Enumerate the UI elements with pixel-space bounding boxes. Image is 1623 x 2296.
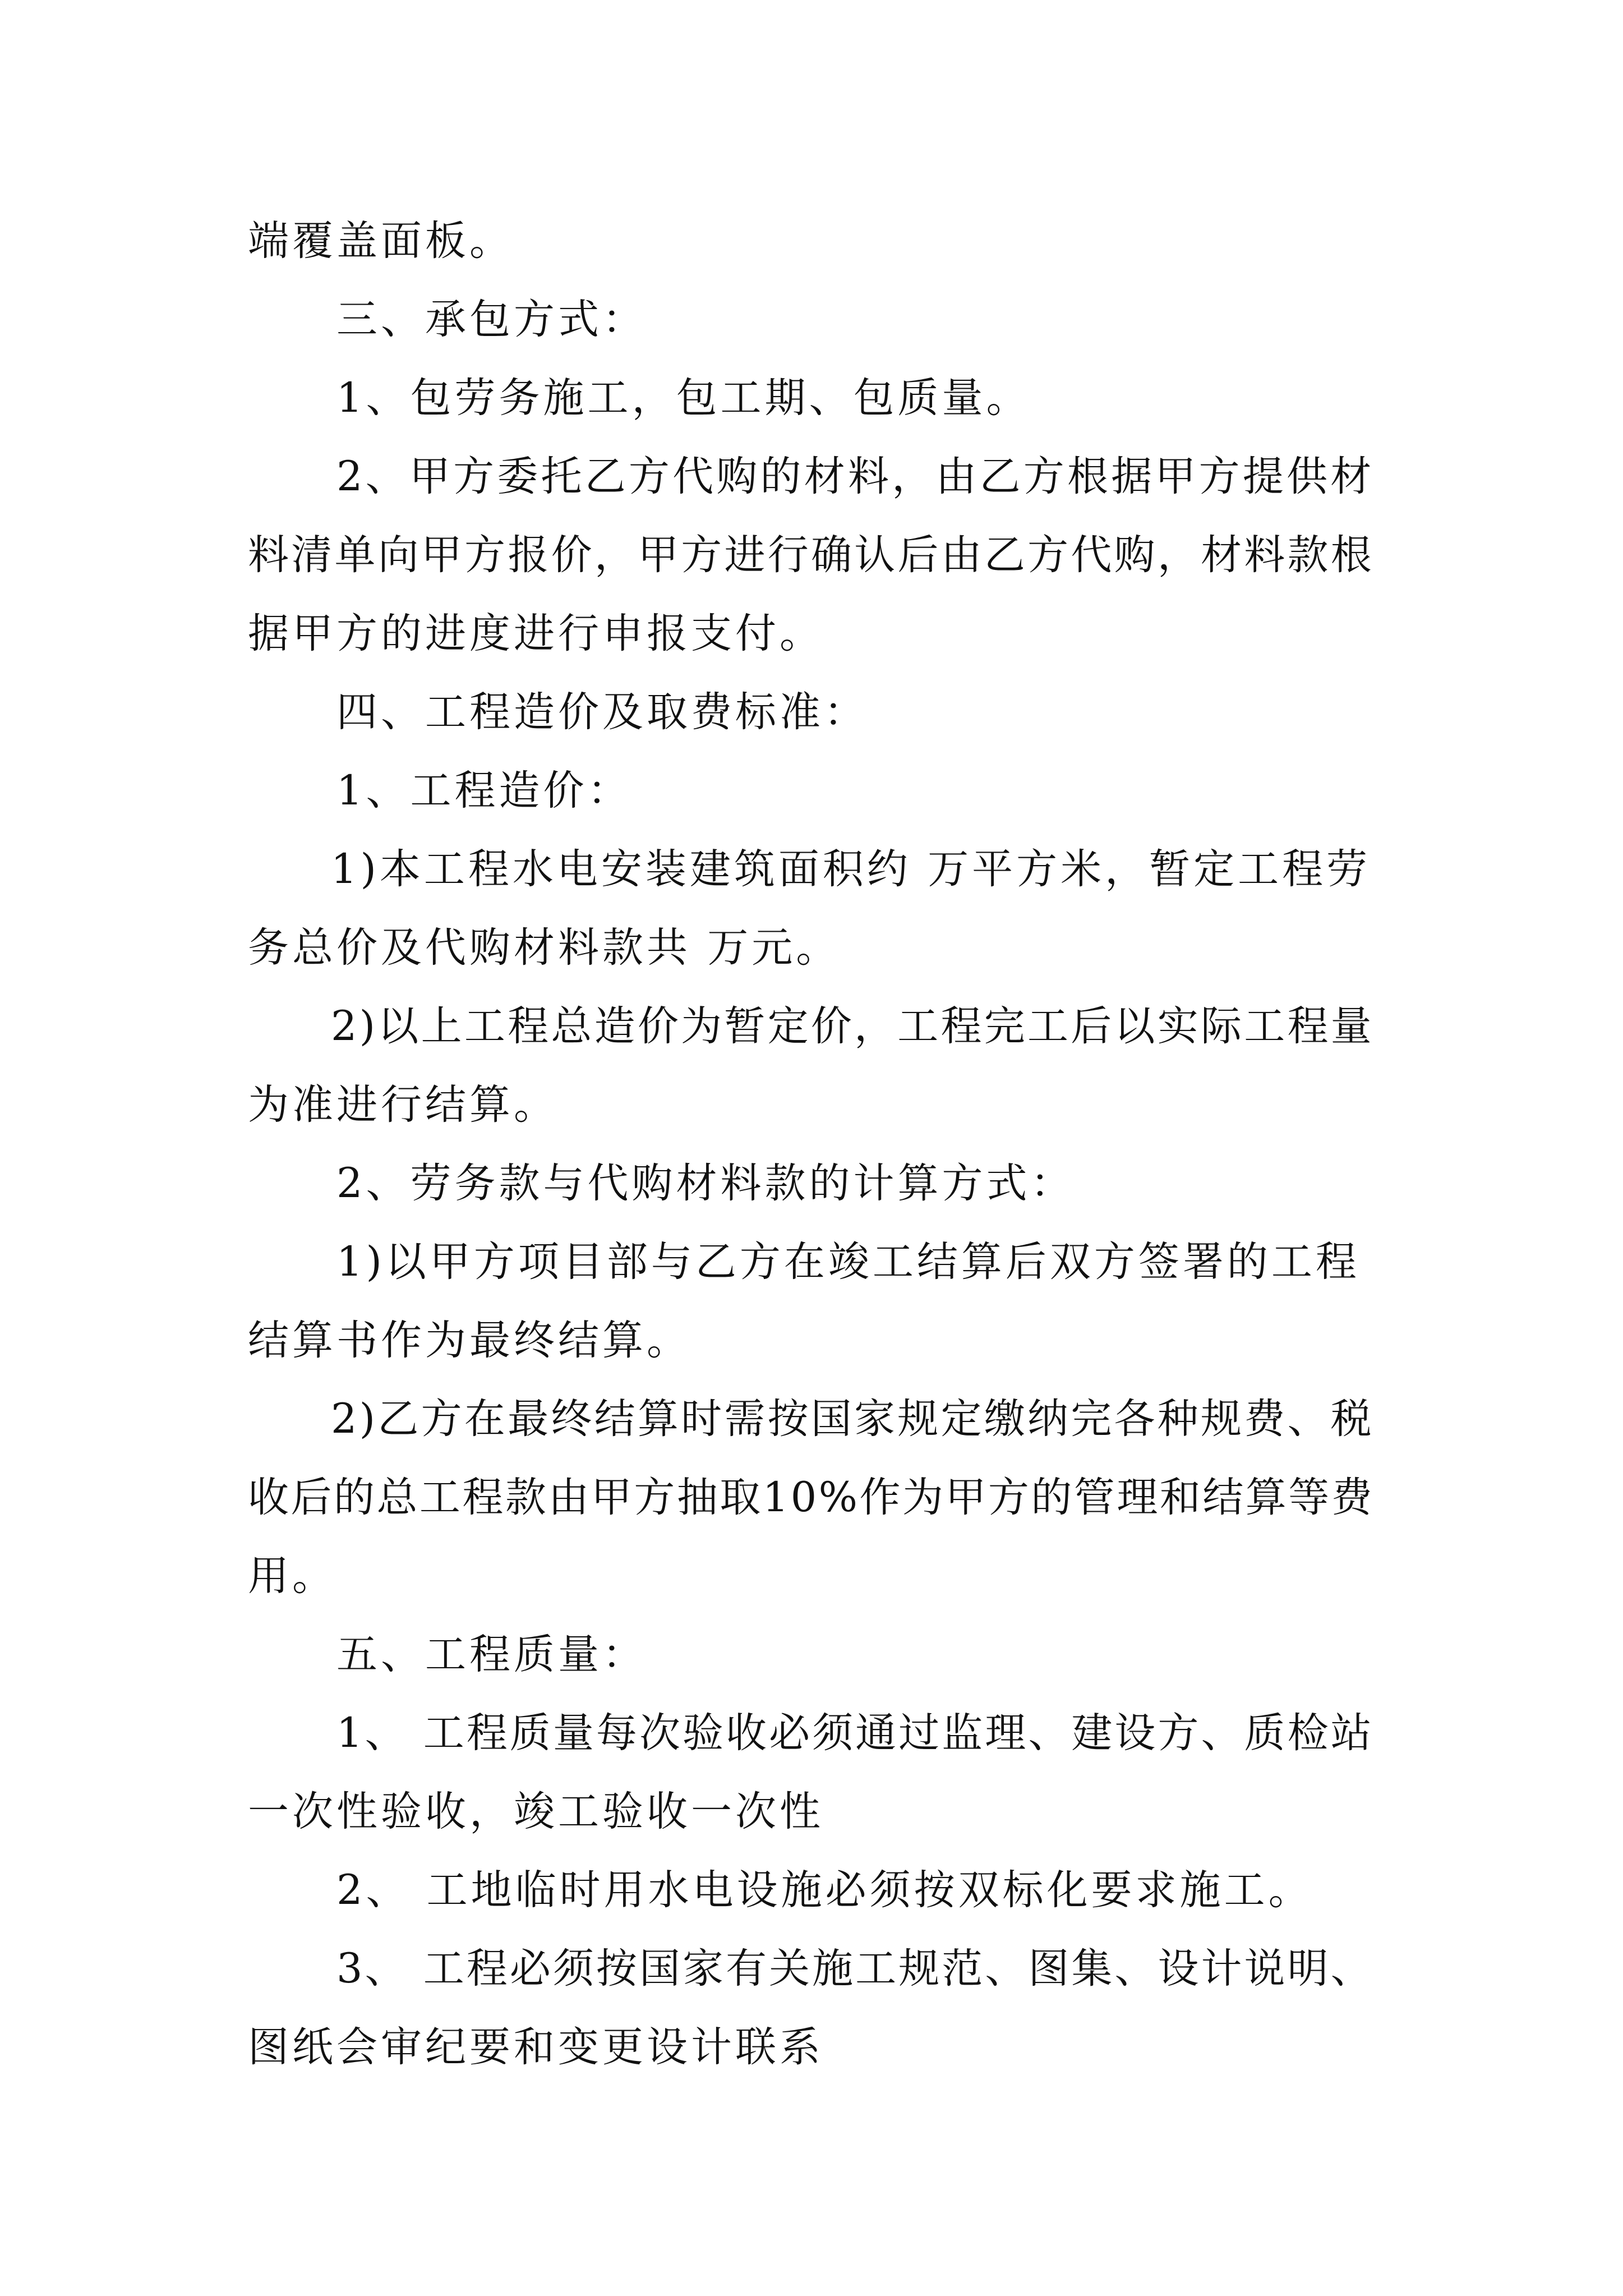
- text-line: 3、 工程必须按国家有关施工规范、图集、设计说明、: [336, 1945, 1374, 1993]
- text-line: 1、工程造价：: [336, 767, 632, 815]
- text-line: 1、 工程质量每次验收必须通过监理、建设方、质检站: [336, 1709, 1374, 1757]
- text-line: 用。: [248, 1552, 336, 1600]
- text-line: 2、劳务款与代购材料款的计算方式：: [336, 1159, 1075, 1207]
- text-line: 2、甲方委托乙方代购的材料，由乙方根据甲方提供材: [336, 453, 1375, 500]
- text-line: 1、包劳务施工，包工期、包质量。: [336, 374, 1031, 422]
- text-line: 2)以上工程总造价为暂定价，工程完工后以实际工程量: [331, 1002, 1374, 1050]
- text-line: 一次性验收，竣工验收一次性: [248, 1788, 824, 1835]
- text-line: 料清单向甲方报价，甲方进行确认后由乙方代购，材料款根: [248, 531, 1374, 579]
- section-heading: 三、承包方式：: [336, 296, 647, 343]
- text-line: 1)本工程水电安装建筑面积约 万平方米，暂定工程劳: [331, 845, 1371, 893]
- section-heading: 四、工程造价及取费标准：: [336, 688, 868, 736]
- text-line: 为准进行结算。: [248, 1081, 558, 1129]
- text-line: 图纸会审纪要和变更设计联系: [248, 2023, 824, 2071]
- text-line: 务总价及代购材料款共 万元。: [248, 924, 841, 972]
- text-line: 2、 工地临时用水电设施必须按双标化要求施工。: [336, 1866, 1313, 1914]
- text-line: 1)以甲方项目部与乙方在竣工结算后双方签署的工程: [336, 1238, 1360, 1286]
- text-line: 收后的总工程款由甲方抽取10%作为甲方的管理和结算等费: [248, 1474, 1375, 1521]
- text-line: 2)乙方在最终结算时需按国家规定缴纳完各种规费、税: [331, 1395, 1374, 1443]
- text-line: 端覆盖面板。: [248, 217, 514, 265]
- text-line: 结算书作为最终结算。: [248, 1317, 691, 1364]
- text-line: 据甲方的进度进行申报支付。: [248, 610, 824, 657]
- section-heading: 五、工程质量：: [336, 1631, 647, 1678]
